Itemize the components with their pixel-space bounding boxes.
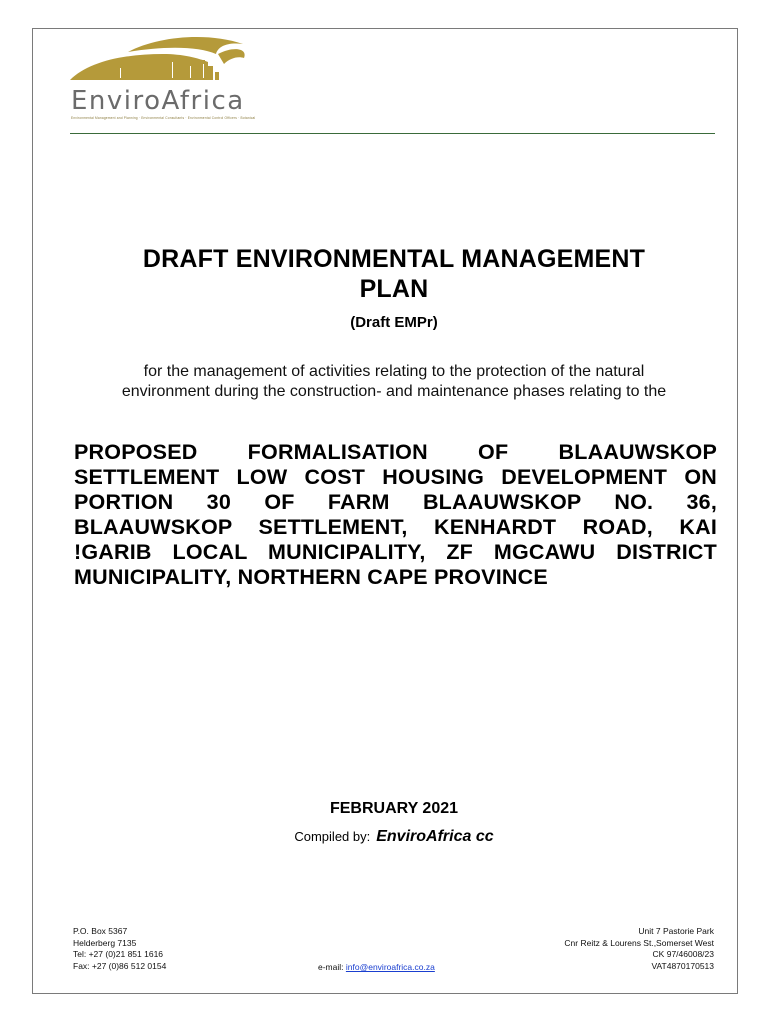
compiled-by-label: Compiled by: bbox=[294, 829, 371, 844]
logo-tagline: Environmental Management and Planning · Environmental Consultants · Environmental Control Officers · Botanical bbox=[71, 116, 256, 120]
footer-contact-right bbox=[564, 926, 714, 972]
footer-po-box: P.O. Box 5367 bbox=[73, 926, 128, 936]
project-title-line: !GARIB LOCAL MUNICIPALITY, ZF MGCAWU DISTRICT bbox=[74, 540, 717, 564]
project-title-line: PROPOSED FORMALISATION OF BLAAUWSKOP bbox=[74, 440, 717, 464]
footer-telephone: Tel: +27 (0)21 851 1616 bbox=[73, 949, 164, 959]
document-subtitle: (Draft EMPr) bbox=[350, 314, 438, 331]
compiled-by-firm: EnviroAfrica cc bbox=[376, 828, 494, 845]
footer-vat: VAT4870170513 bbox=[651, 960, 714, 971]
enviroafrica-logo bbox=[68, 32, 256, 120]
footer-email-link[interactable]: info@enviroafrica.co.za bbox=[345, 962, 435, 972]
document-date: FEBRUARY 2021 bbox=[329, 800, 459, 817]
intro-line-1: for the management of activities relating to the protection of the natural bbox=[143, 363, 645, 380]
footer-address-unit: Unit 7 Pastorie Park bbox=[638, 926, 714, 936]
footer-postal-code: Helderberg 7135 bbox=[73, 937, 137, 948]
project-title-line: BLAAUWSKOP SETTLEMENT, KENHARDT ROAD, KAI bbox=[74, 515, 717, 539]
logo-skyline-icon bbox=[68, 32, 253, 92]
document-title-line-1: DRAFT ENVIRONMENTAL MANAGEMENT bbox=[142, 245, 646, 273]
project-title-line: MUNICIPALITY, NORTHERN CAPE PROVINCE bbox=[74, 565, 548, 589]
logo-name: EnviroAfrica bbox=[71, 86, 245, 116]
project-title-line: PORTION 30 OF FARM BLAAUWSKOP NO. 36, bbox=[74, 490, 717, 514]
footer-contact-left bbox=[73, 926, 166, 972]
compiled-by bbox=[70, 828, 718, 846]
header-rule bbox=[70, 133, 715, 134]
project-title-line: SETTLEMENT LOW COST HOUSING DEVELOPMENT ON bbox=[74, 465, 717, 489]
footer-registration: CK 97/46008/23 bbox=[652, 949, 714, 959]
footer-email-label: e-mail: bbox=[318, 962, 344, 972]
footer-fax: Fax: +27 (0)86 512 0154 bbox=[73, 960, 167, 971]
intro-line-2: environment during the construction- and maintenance phases relating to the bbox=[121, 383, 667, 400]
footer-email bbox=[318, 962, 435, 974]
project-title bbox=[74, 440, 717, 590]
document-title-line-2: PLAN bbox=[359, 275, 429, 303]
footer-address-street: Cnr Reitz & Lourens St.,Somerset West bbox=[564, 937, 714, 948]
